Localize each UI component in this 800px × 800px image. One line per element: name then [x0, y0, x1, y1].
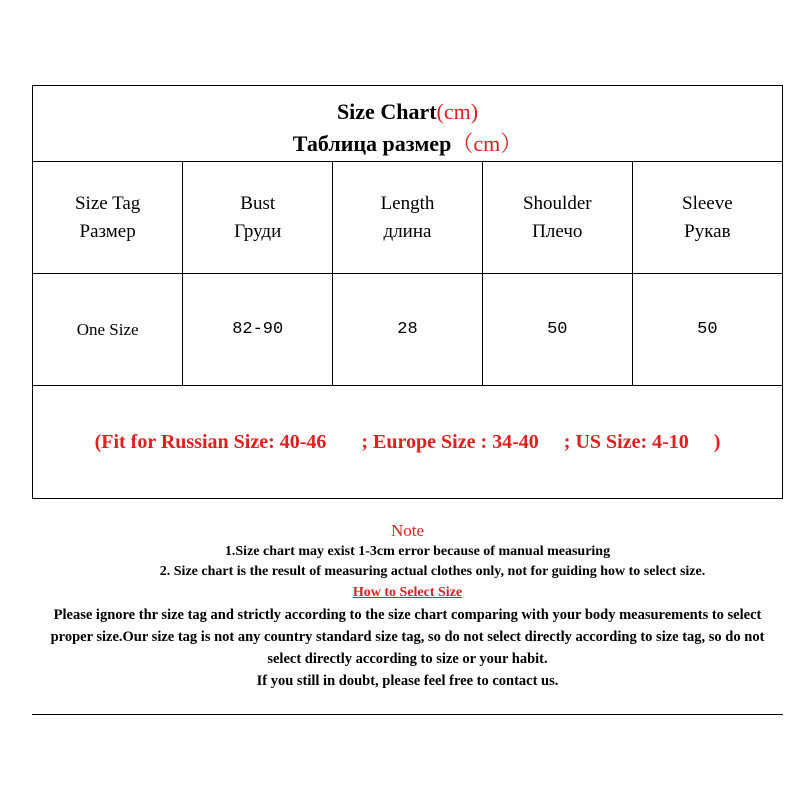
header-cell-length: Length длина — [333, 162, 483, 274]
note-line-2: 2. Size chart is the result of measuring actual clothes only, not for guiding how to select size. — [159, 564, 706, 579]
cell-bust: 82-90 — [183, 274, 333, 386]
cell-length: 28 — [333, 274, 483, 386]
cell-sleeve: 50 — [632, 274, 782, 386]
cell-shoulder: 50 — [482, 274, 632, 386]
header-cell-shoulder: Shoulder Плечо — [482, 162, 632, 274]
header-row — [33, 162, 782, 274]
table-row — [33, 274, 782, 386]
note-section — [32, 500, 783, 715]
size-table — [33, 162, 782, 386]
size-chart — [32, 85, 783, 499]
how-to-select-title: How to Select Size — [352, 585, 463, 600]
title-english-text: Size Chart — [336, 99, 437, 124]
chart-title — [33, 86, 782, 162]
title-russian-text: Таблица размер — [292, 131, 452, 156]
title-english-unit: (cm) — [436, 99, 479, 124]
cell-size-tag: One Size — [33, 274, 183, 386]
header-cell-bust: Bust Груди — [183, 162, 333, 274]
fit-size-row: (Fit for Russian Size: 40-46 ; Europe Size : 34-40 ; US Size: 4-10 ) — [94, 430, 721, 453]
title-english — [33, 96, 782, 128]
title-russian — [33, 128, 782, 160]
header-cell-sleeve: Sleeve Рукав — [632, 162, 782, 274]
note-line-1: 1.Size chart may exist 1-3cm error because of manual measuring — [224, 544, 611, 559]
title-russian-unit: （cm） — [451, 131, 523, 156]
header-cell-size-tag: Size Tag Размер — [33, 162, 183, 274]
note-title: Note — [390, 521, 425, 540]
how-to-paragraph: Please ignore thr size tag and strictly according to the size chart comparing with your body measurements to select proper size.Our size tag is not any country standard size tag, so do not select directly according to size tag, so do not select directly according to size or your habit. — [50, 607, 765, 667]
contact-line: If you still in doubt, please feel free to contact us. — [256, 673, 559, 689]
